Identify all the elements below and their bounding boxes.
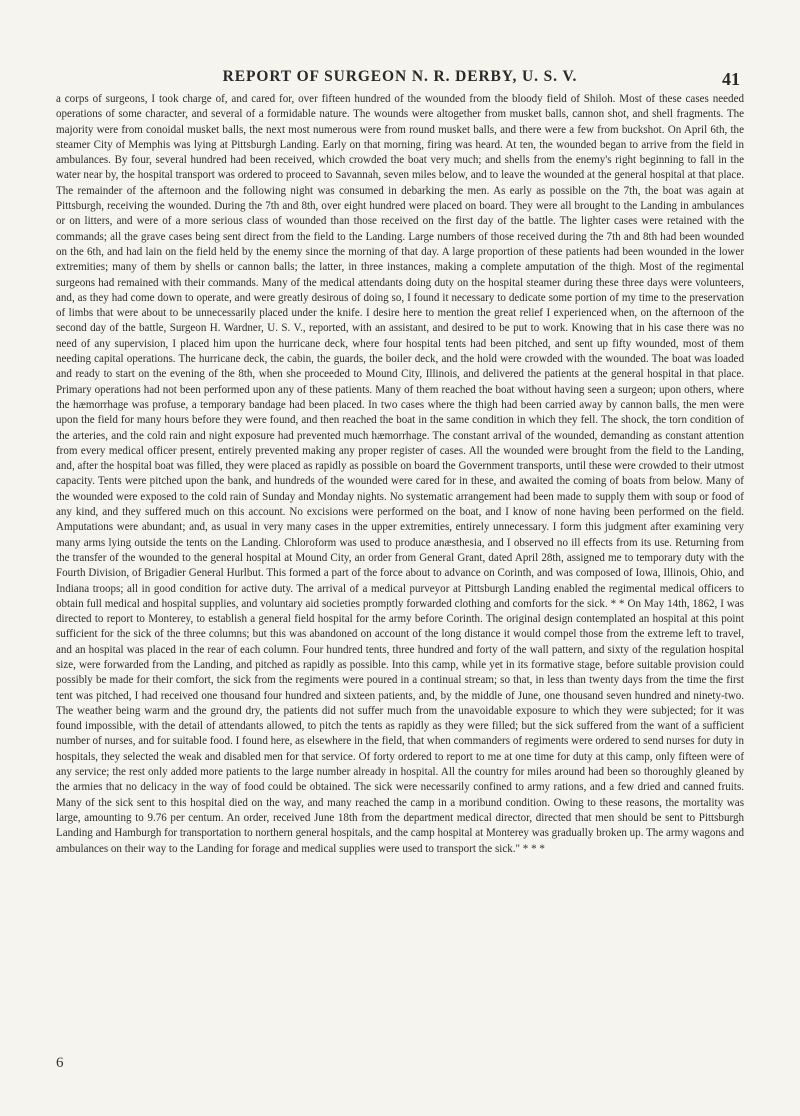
page-number: 41 xyxy=(722,69,740,89)
header-title: REPORT OF SURGEON N. R. DERBY, U. S. V. xyxy=(222,68,578,85)
footer-signature-mark: 6 xyxy=(56,1055,64,1071)
running-header xyxy=(90,68,710,86)
body-paragraph: a corps of surgeons, I took charge of, and cared for, over fifteen hundred of the wounded from the bloody field of Shiloh. Most of these cases needed operations of some character, and several of a formidable nature. The wounds were altogether from musket balls, cannon shot, and shell fragments. The majority were from conoidal musket balls, the next most numerous were from round musket balls, and there were a few from buckshot. On April 6th, the steamer City of Memphis was lying at Pittsburgh Landing. Early on that morning, firing was heard. At ten, the wounded began to arrive from the field in ambulances. By four, several hundred had been received, which crowded the boat very much; and shells from the enemy's right beginning to fall in the water near by, the hospital transport was ordered to proceed to Savannah, seven miles below, and to leave the wounded at the general hospital at that place. The remainder of the afternoon and the following night was consumed in debarking the men. As early as possible on the 7th, the boat was again at Pittsburgh, receiving the wounded. During the 7th and 8th, over eight hundred were placed on board. They were all brought to the Landing in ambulances or on litters, and were of a more serious class of wounded than those received on the first day of the battle. The lighter cases were retained with the commands; all the grave cases being sent direct from the field to the Landing. Large numbers of those received during the 7th and 8th had been wounded on the 6th, and had lain on the field held by the enemy since the morning of that day. A large proportion of these patients had been wounded in the lower extremities; many of them by shells or cannon balls; the latter, in three instances, making a complete amputation of the thigh. Most of the regimental surgeons had remained with their commands. Many of the medical attendants doing duty on the hospital steamer during these three days were volunteers, and, as they had come down to operate, and were greatly desirous of doing so, I found it necessary to dedicate some portion of my time to the preservation of limbs that were about to be unnecessarily placed under the knife. I desire here to mention the great relief I experienced when, on the afternoon of the second day of the battle, Surgeon H. Wardner, U. S. V., reported, with an assistant, and desired to be put to work. Knowing that in his case there was no need of any supervision, I placed him upon the hurricane deck, where four hospital tents had been pitched, and sent up fifty wounded, most of them needing capital operations. The hurricane deck, the cabin, the guards, the boiler deck, and the hold were crowded with the wounded. The boat was loaded and ready to start on the evening of the 8th, when she proceeded to Mound City, Illinois, and delivered the patients at the general hospital in that place. Primary operations had not been performed upon any of these patients. Many of them reached the boat without having seen a surgeon; upon others, where the hæmorrhage was profuse, a temporary bandage had been placed. In two cases where the thigh had been carried away by cannon balls, the men were upon the field for many hours before they were found, and then reached the boat in the same condition in which they fell. The shock, the torn condition of the arteries, and the cold rain and night exposure had prevented much hæmorrhage. The constant arrival of the wounded, demanding as constant attention from every medical officer present, entirely prevented making any proper register of cases. All the wounded were brought from the field to the Landing, and, after the hospital boat was filled, they were placed as rapidly as possible on board the Government transports, until these were crowded to their utmost capacity. Tents were pitched upon the bank, and hundreds of the wounded were cared for in these, and awaited the coming of boats from below. Many of the wounded were exposed to the cold rain of Sunday and Monday nights. No systematic arrangement had been made to supply them with soup or food of any kind, and they suffered much on this account. No excisions were performed on the boat, and I know of none having been performed on the field. Amputations were abundant; and, as usual in very many cases in the upper extremities, entirely unnecessary. I form this judgment after examining very many arms lying outside the tents on the Landing. Chloroform was used to produce anæsthesia, and I observed no ill effects from its use. Returning from the transfer of the wounded to the general hospital at Mound City, an order from General Grant, dated April 28th, assigned me to temporary duty with the Fourth Division, of Brigadier General Hurlbut. This formed a part of the force about to advance on Corinth, and was composed of Iowa, Illinois, Ohio, and Indiana troops; all in good condition for active duty. The arrival of a medical purveyor at Pittsburgh Landing enabled the regimental medical officers to obtain full medical and hospital supplies, and voluntary aid societies promptly forwarded clothing and comforts for the sick. * * On May 14th, 1862, I was directed to report to Monterey, to establish a general field hospital for the army before Corinth. The original design contemplated an hospital at this point sufficient for the sick of the three columns; but this was abandoned on account of the long distance it would compel those from the extreme left to travel, and an hospital was placed in the rear of each column. Four hundred tents, three hundred and forty of the wall pattern, and sixty of the regulation hospital size, were forwarded from the Landing, and pitched as rapidly as possible. Into this camp, while yet in its formative stage, before suitable provision could possibly be made for their comfort, the sick from the regiments were poured in a continual stream; so that, in less than twenty days from the time the first tent was pitched, I had received one thousand four hundred and sixteen patients, and, by the middle of June, one thousand seven hundred and ninety-two. The weather being warm and the ground dry, the patients did not suffer much from the unavoidable exposure to which they were subjected; for it was found impossible, with the detail of attendants allowed, to pitch the tents as rapidly as they were filled; but the sick suffered from the want of a sufficient number of nurses, and for suitable food. I found here, as elsewhere in the field, that when commanders of regiments were ordered to send nurses for duty in hospitals, they selected the weak and disabled men for that service. Of forty ordered to report to me at one time for duty at this camp, only fifteen were of any service; the rest only added more patients to the large number already in hospital. All the country for miles around had been so thoroughly gleaned by the armies that no delicacy in the way of food could be obtained. The sick were necessarily confined to army rations, and a few dried and canned fruits. Many of the sick sent to this hospital died on the way, and many reached the camp in a moribund condition. Owing to these reasons, the mortality was large, amounting to 9.76 per centum. An order, received June 18th from the department medical director, directed that men should be sent to Pittsburgh Landing and Hamburgh for transportation to northern general hospitals, and the camp hospital at Monterey was gradually broken up. The army wagons and ambulances on their way to the Landing for forage and medical supplies were used to transport the sick." * * * xyxy=(56,93,744,855)
body-text xyxy=(56,92,744,857)
